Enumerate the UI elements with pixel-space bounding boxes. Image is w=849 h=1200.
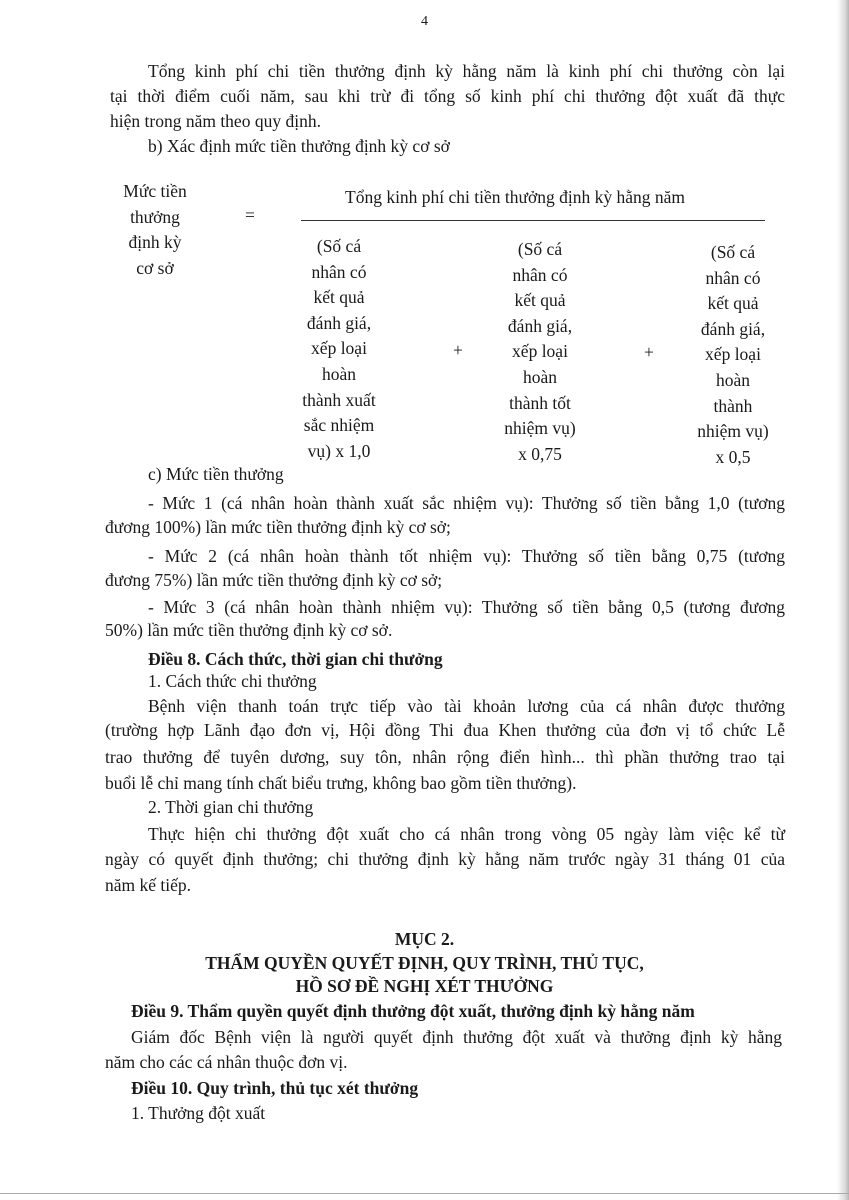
fraction-rule xyxy=(301,220,765,221)
term-line: kết quả xyxy=(707,293,759,314)
article-9-heading: Điều 9. Thẩm quyền quyết định thưởng đột xuất, thưởng định kỳ hằng năm xyxy=(131,1001,695,1021)
term-line: đánh giá, xyxy=(306,312,372,333)
article-9-line-2: năm cho các cá nhân thuộc đơn vị. xyxy=(105,1052,348,1072)
article-8-item-2-heading: 2. Thời gian chi thưởng xyxy=(148,797,314,817)
term-line: đánh giá, xyxy=(507,315,573,336)
muc-2-title: MỤC 2. xyxy=(394,929,455,949)
term-line: sắc nhiệm xyxy=(303,415,375,436)
term-line: nhiệm vụ) xyxy=(504,418,576,439)
article-8-item-1-line-1: Bệnh viện thanh toán trực tiếp vào tài khoản lương của cá nhân được thưởng xyxy=(148,696,785,716)
term-line: (Số cá xyxy=(316,236,362,256)
term-line: thành tốt xyxy=(509,392,571,413)
level-2-line-2: đương 75%) lần mức tiền thưởng định kỳ cơ sở; xyxy=(105,570,443,590)
term-line: nhân có xyxy=(705,267,761,288)
section-b-heading: b) Xác định mức tiền thưởng định kỳ cơ sở xyxy=(148,136,450,156)
article-8-item-2-line-1: Thực hiện chi thưởng đột xuất cho cá nhân trong vòng 05 ngày làm việc kể từ xyxy=(148,824,785,844)
muc-2-subtitle-1: THẨM QUYỀN QUYẾT ĐỊNH, QUY TRÌNH, THỦ TỤC, xyxy=(205,953,644,973)
term-line: kết quả xyxy=(313,287,365,308)
intro-line-2: tại thời điểm cuối năm, sau khi trừ đi tổng số kinh phí chi thưởng đột xuất đã thực xyxy=(110,86,785,106)
formula-term-1 xyxy=(284,234,394,464)
article-10-heading: Điều 10. Quy trình, thủ tục xét thưởng xyxy=(131,1078,419,1098)
term-line: hoàn xyxy=(522,366,558,387)
term-line: hoàn xyxy=(715,369,751,390)
section-c-heading: c) Mức tiền thưởng xyxy=(148,464,284,484)
term-line: vụ) x 1,0 xyxy=(307,440,371,461)
term-line: nhân có xyxy=(311,261,367,282)
level-3-line-1: - Mức 3 (cá nhân hoàn thành nhiệm vụ): Thưởng số tiền bằng 0,5 (tương đương xyxy=(148,597,785,617)
plus-sign: + xyxy=(644,342,654,362)
equals-sign: = xyxy=(245,205,255,225)
intro-line-1: Tổng kinh phí chi tiền thưởng định kỳ hằng năm là kinh phí chi thưởng còn lại xyxy=(148,61,785,81)
article-8-item-1-line-3: trao thưởng để tuyên dương, suy tôn, nhân rộng điển hình... thì phần thưởng trao tại xyxy=(105,747,785,767)
term-line: nhiệm vụ) xyxy=(697,421,769,442)
level-3-line-2: 50%) lần mức tiền thưởng định kỳ cơ sở. xyxy=(105,620,393,640)
level-1-line-2: đương 100%) lần mức tiền thưởng định kỳ cơ sở; xyxy=(105,517,451,537)
term-line: (Số cá xyxy=(517,239,563,259)
lhs-line: cơ sở xyxy=(136,257,174,278)
term-line: thành xyxy=(713,395,753,416)
article-8-item-2-line-2: ngày có quyết định thưởng; chi thưởng định kỳ hằng năm trước ngày 31 tháng 01 của xyxy=(105,849,785,869)
muc-2-subtitle-2: HỒ SƠ ĐỀ NGHỊ XÉT THƯỞNG xyxy=(295,976,554,996)
lhs-line: định kỳ xyxy=(128,232,182,253)
article-8-heading: Điều 8. Cách thức, thời gian chi thưởng xyxy=(148,649,443,669)
term-line: xếp loại xyxy=(512,341,568,362)
term-line: kết quả xyxy=(514,290,566,311)
scan-edge-shadow xyxy=(837,0,849,1200)
term-line: (Số cá xyxy=(710,242,756,262)
term-line: thành xuất xyxy=(302,389,376,410)
article-8-item-2-line-3: năm kế tiếp. xyxy=(105,875,192,895)
level-2-line-1: - Mức 2 (cá nhân hoàn thành tốt nhiệm vụ): Thưởng số tiền bằng 0,75 (tương xyxy=(148,546,785,566)
term-line: xếp loại xyxy=(311,338,367,359)
term-line: x 0,5 xyxy=(715,446,751,467)
formula-term-3 xyxy=(673,240,793,470)
scan-bottom-edge xyxy=(0,1193,849,1194)
plus-sign: + xyxy=(453,340,463,360)
article-8-item-1-line-4: buổi lễ chỉ mang tính chất biểu trưng, không bao gồm tiền thưởng). xyxy=(105,773,577,793)
term-line: đánh giá, xyxy=(700,318,766,339)
article-9-line-1: Giám đốc Bệnh viện là người quyết định thưởng đột xuất và thưởng định kỳ hằng xyxy=(131,1027,782,1047)
level-1-line-1: - Mức 1 (cá nhân hoàn thành xuất sắc nhiệm vụ): Thưởng số tiền bằng 1,0 (tương xyxy=(148,493,785,513)
term-line: nhân có xyxy=(512,264,568,285)
formula-term-2 xyxy=(480,237,600,467)
formula-lhs xyxy=(100,179,210,281)
article-10-item-1: 1. Thưởng đột xuất xyxy=(131,1103,266,1123)
formula-numerator: Tổng kinh phí chi tiền thưởng định kỳ hằng năm xyxy=(345,187,686,207)
term-line: xếp loại xyxy=(705,344,761,365)
intro-line-3: hiện trong năm theo quy định. xyxy=(110,111,321,131)
term-line: hoàn xyxy=(321,363,357,384)
page-number: 4 xyxy=(421,14,428,29)
article-8-item-1-heading: 1. Cách thức chi thưởng xyxy=(148,671,317,691)
lhs-line: Mức tiền xyxy=(123,181,187,201)
article-8-item-1-line-2: (trường hợp Lãnh đạo đơn vị, Hội đồng Thi đua Khen thưởng của đơn vị tổ chức Lễ xyxy=(105,720,785,740)
lhs-line: thưởng xyxy=(130,206,180,227)
term-line: x 0,75 xyxy=(518,443,562,464)
